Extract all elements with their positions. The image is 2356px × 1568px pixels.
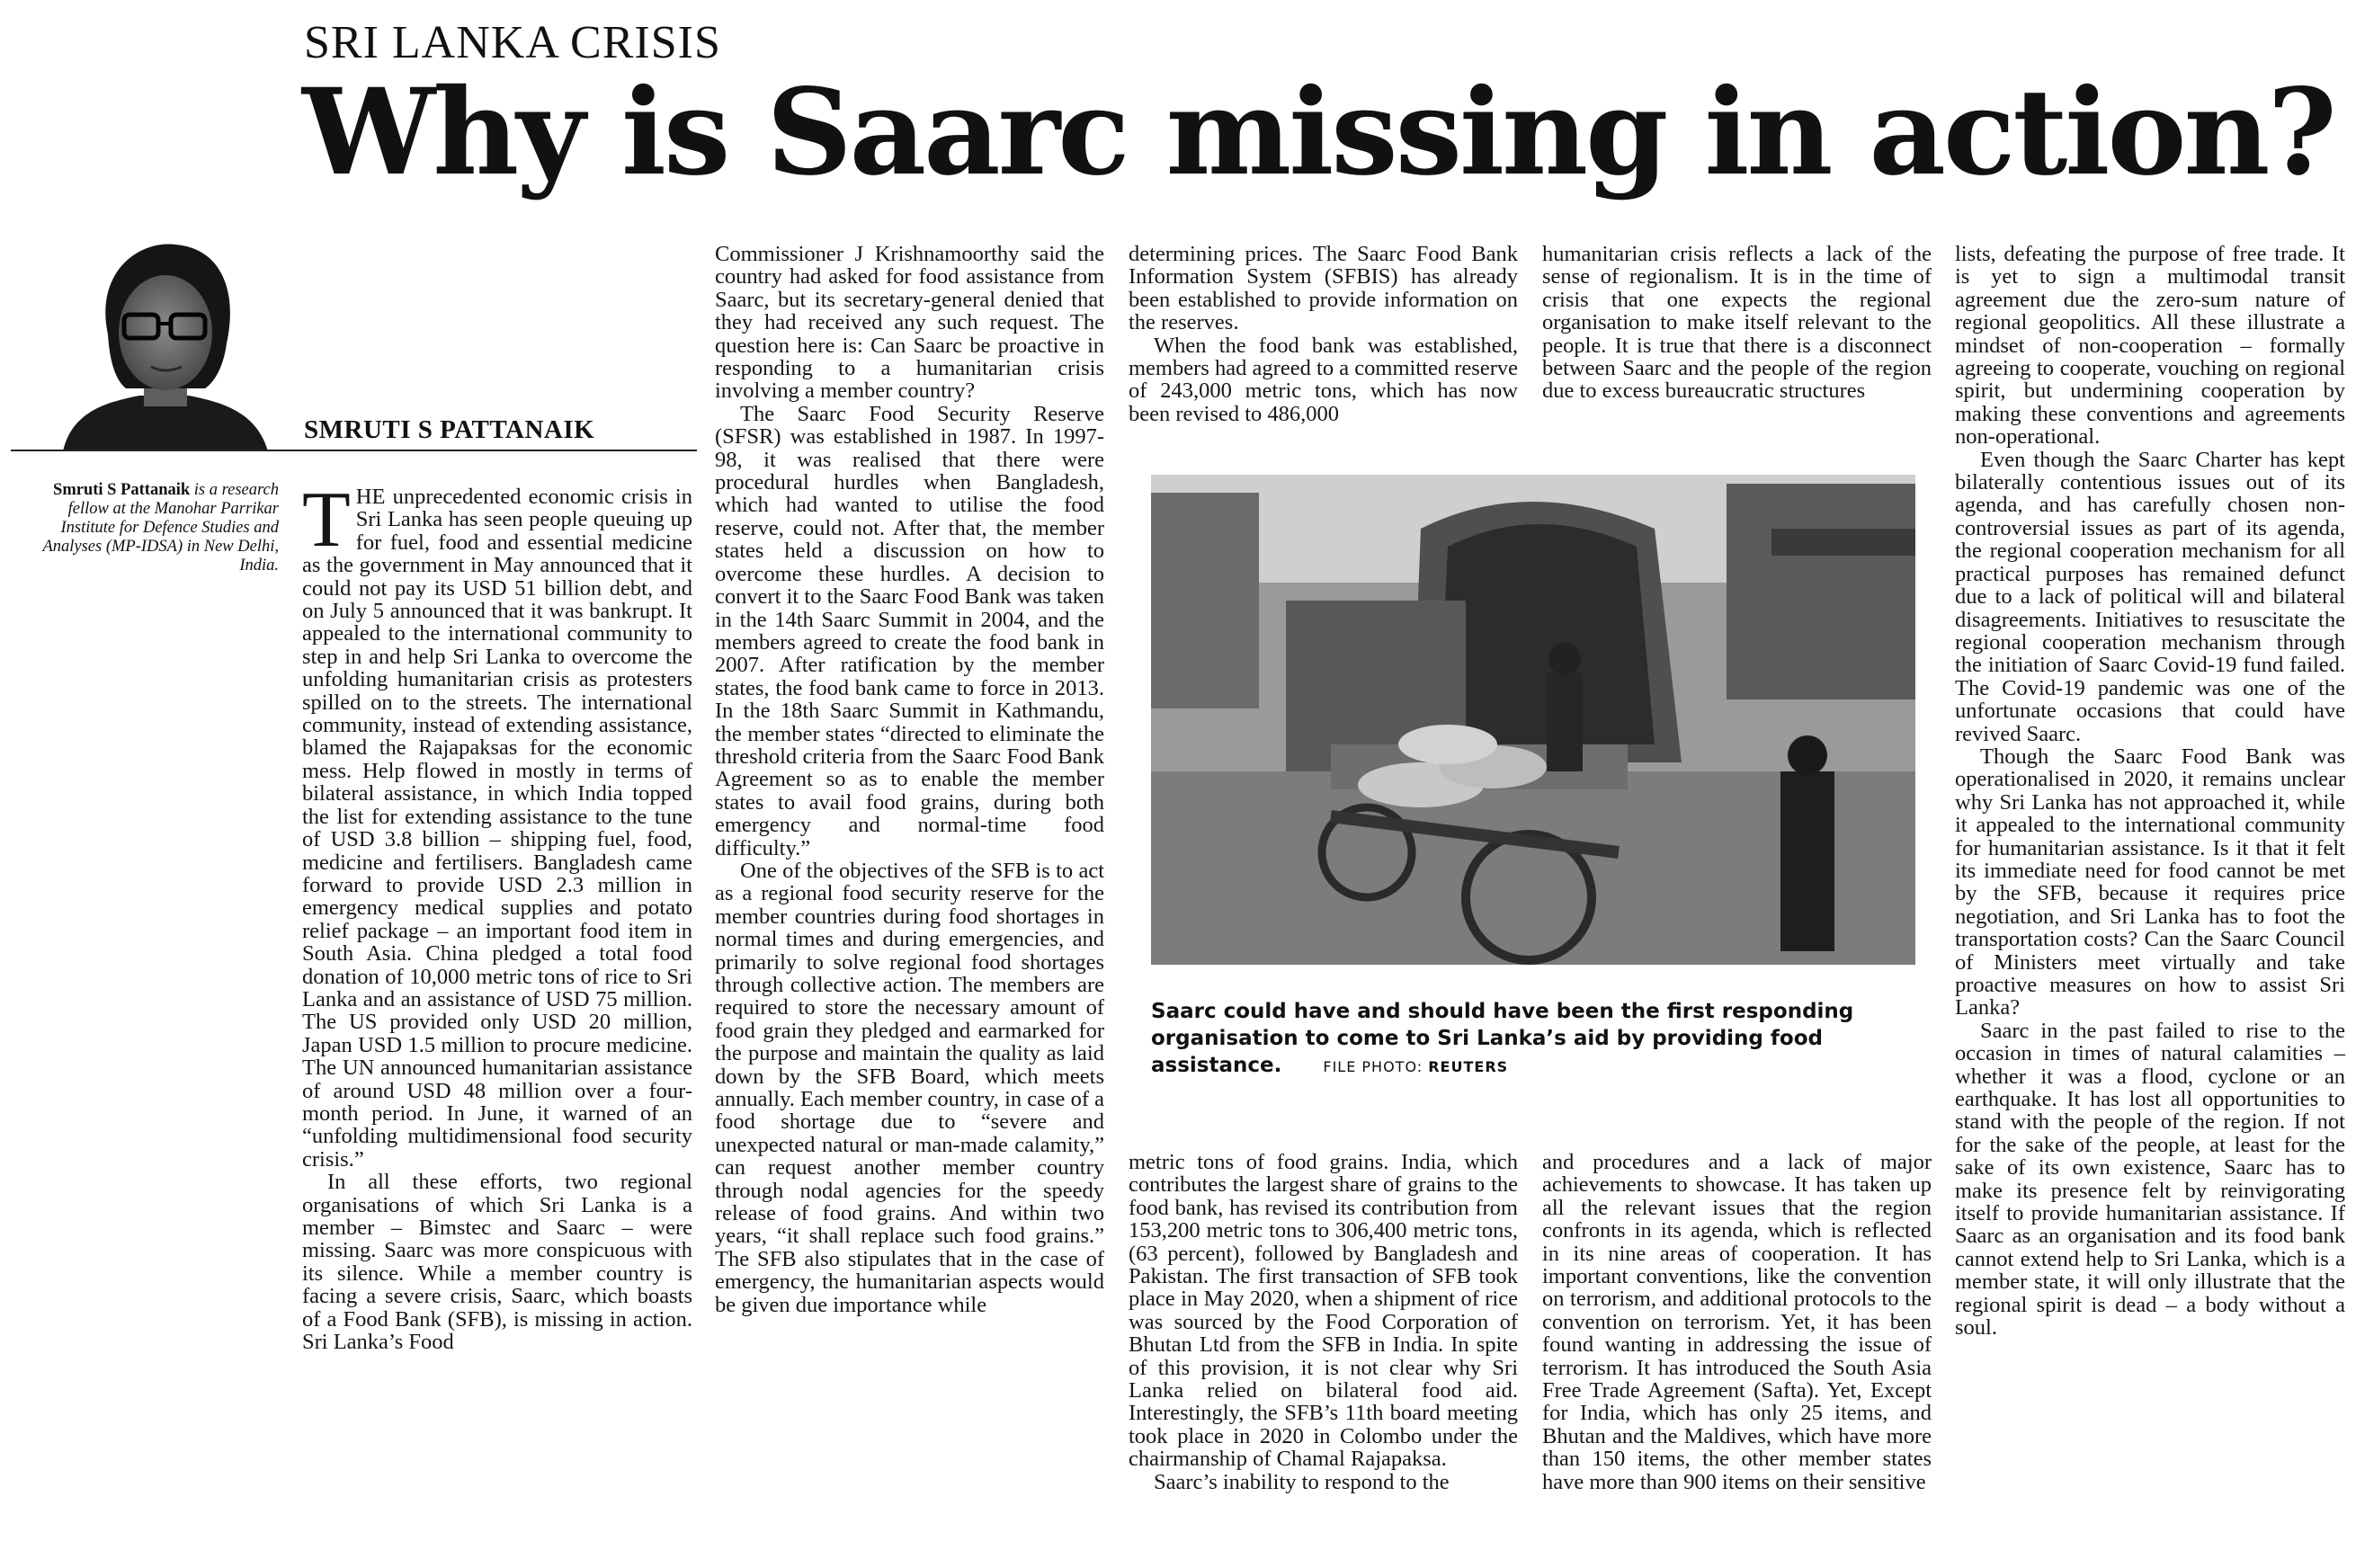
bio-name: Smruti S Pattanaik — [53, 481, 191, 499]
article-column-4-bottom — [1542, 1151, 1932, 1560]
article-column-2 — [715, 242, 1104, 1317]
article-column-3-top — [1129, 243, 1518, 450]
credit-source: REUTERS — [1428, 1058, 1509, 1075]
credit-label: FILE PHOTO: — [1323, 1058, 1423, 1075]
paragraph: Even though the Saarc Charter has kept bilaterally contentious issues out of its agenda, and has carefully chosen non-controversial issues as part of its agenda, the regional cooperation mechanism for all practical purposes has remained defunct due to a lack of political will and bilateral disagreements. Initiatives to resuscitate the regional cooperation mechanism through the initiation of Saarc Covid-19 fund failed. The Covid-19 pandemic was one of the unfortunate occasions that could have revived Saarc. — [1955, 447, 2345, 746]
bio-text: is a research fellow at the Manohar Parrikar Institute for Defence Studies and Analyses (MP-IDSA) in New Delhi, India. — [42, 481, 279, 575]
paragraph: lists, defeating the purpose of free trade. It is yet to sign a multimodal transit agreement due the zero-sum nature of regional geopolitics. All these illustrate a mindset of non-cooperation – formally agreeing to cooperate, vouching on regional spirit, but undermining cooperation by making these conventions and agreements non-operational. — [1955, 242, 2345, 450]
article-column-1 — [302, 477, 692, 1560]
paragraph: When the food bank was established, members had agreed to a committed reserve of 243,000 metric tons, which has now been revised to 486,000 — [1129, 333, 1518, 426]
paragraph: metric tons of food grains. India, which contributes the largest share of grains to the food bank, has revised its contribution from 153,200 metric tons to 306,400 metric tons, (63 percent), followed by Bangladesh and Pakistan. The first transaction of SFB took place in May 2020, when a shipment of rice was sourced by the Food Corporation of Bhutan Ltd from the SFB in India. In spite of this provision, it is not clear why Sri Lanka relied on bilateral food aid. Interestingly, the SFB’s 11th board meeting took place in 2020 in Colombo under the chairmanship of Chamal Rajapaksa. — [1129, 1150, 1518, 1472]
caption-text: Saarc could have and should have been the first responding organisation to come to Sri Lanka’s aid by providing food assistance. — [1151, 1000, 1854, 1077]
paragraph: The Saarc Food Security Reserve (SFSR) was established in 1987. In 1997-98, it was realised that there were procedural hurdles when Bangladesh, which had wanted to utilise the food reserve, could not. After that, the member states held a discussion on how to overcome these hurdles. A decision to convert it to the Saarc Food Bank was taken in the 14th Saarc Summit in 2004, and the members agreed to create the food bank in 2007. After ratification by the member states, the food bank came to force in 2013. In the 18th Saarc Summit in Kathmandu, the member states “directed to eliminate the threshold criteria from the Saarc Food Bank Agreement so as to enable the member states to avail food grains, during both emergency and normal-time food difficulty.” — [715, 401, 1104, 860]
drop-cap: T — [302, 477, 351, 564]
paragraph-text: HE unprecedented economic crisis in Sri Lanka has seen people queuing up for fuel, food and essential medicine as the government in May announced that it could not pay its USD 51 billion debt, and on July 5 announced that it was bankrupt. It appealed to the international community to step in and help Sri Lanka to overcome the unfolding humanitarian crisis as protesters spilled on to the streets. The international community, instead of extending assistance, blamed the Rajapaksas for the economic mess. Help flowed in mostly in terms of bilateral assistance, in which India topped the list for extending assistance to the tune of USD 3.8 billion – shipping fuel, food, medicine and fertilisers. Bangladesh came forward to provide USD 2.3 million in emergency medical supplies and potato relief package – an important food item in South Asia. China pledged a total food donation of 10,000 metric tons of rice to Sri Lanka and an assistance of USD 75 million. The US provided only USD 20 million, Japan USD 1.5 million to procure medicine. The UN announced humanitarian assistance of around USD 48 million over a four-month period. In June, it warned of an “unfolding multidimensional food security crisis.” — [302, 485, 692, 1172]
article-column-4-top — [1542, 243, 1932, 450]
paragraph: Though the Saarc Food Bank was operationalised in 2020, it remains unclear why Sri Lanka has not approached it, while it appealed to the international community for humanitarian assistance. Is it that it felt its immediate need for food cannot be met by the SFB, because it requires price negotiation, and Sri Lanka has to foot the transportation costs? Can the Saarc Council of Ministers meet virtually and take proactive measures on how to assist Sri Lanka? — [1955, 744, 2345, 1020]
paragraph: and procedures and a lack of major achievements to showcase. It has taken up all the relevant issues that the region confronts in its agenda, which is reflected in its nine areas of cooperation. It has important conventions, like the convention on terrorism, and additional protocols to the convention on terrorism. Yet, it has been found wanting in addressing the issue of terrorism. It has introduced the South Asia Free Trade Agreement (Safta). Yet, Except for India, which has only 25 items, and Bhutan and the Maldives, which have more than 150 items, the other member states have more than 900 items on their sensitive — [1542, 1150, 1932, 1494]
photo-caption — [1151, 998, 1924, 1081]
headline: Why is Saarc missing in action? — [302, 63, 2334, 202]
article-column-5 — [1955, 243, 2345, 1560]
paragraph: determining prices. The Saarc Food Bank Information System (SFBIS) has already been established to provide information on the reserves. — [1129, 242, 1518, 335]
paragraph: One of the objectives of the SFB is to act as a regional food security reserve for the member countries during food shortages in normal times and during emergencies, and primarily to solve regional food shortages through collective action. The members are required to store the necessary amount of food grain they pledged and earmarked for the purpose and maintain the quality as laid down by the SFB Board, which meets annually. Each member country, in case of a food shortage due to “severe and unexpected natural or man-made calamity,” can request another member country through nodal agencies for the speedy release of food grains. And within two years, “it shall replace such food grains.” The SFB also stipulates that in the case of emergency, the humanitarian aspects would be given due importance while — [715, 858, 1104, 1317]
byline-rule — [11, 450, 697, 451]
author-bio — [18, 481, 279, 575]
article-column-2-continued — [715, 1151, 1104, 1560]
author-portrait — [54, 236, 274, 451]
paragraph: In all these efforts, two regional organisations of which Sri Lanka is a member – Bimstec and Saarc – were missing. Saarc was more conspicuous with its silence. While a member country is facing a severe crisis, Saarc, which boasts of a Food Bank (SFB), is missing in action. Sri Lanka’s Food — [302, 1170, 692, 1355]
paragraph: Saarc in the past failed to rise to the occasion in times of natural calamities – whether it was a flood, cyclone or an earthquake. It has lost all opportunities to stand with the people of the region. If not for the sake of the people, at least for the sake of its own existence, Saarc has to make its presence felt by reinvigorating itself to provide humanitarian assistance. If Saarc as an organisation and its food bank cannot extend help to Sri Lanka, which is a member state, it will only illustrate that the regional spirit is dead – a body without a soul. — [1955, 1018, 2345, 1341]
photo-credit — [1323, 1058, 1508, 1075]
paragraph: Saarc’s inability to respond to the — [1154, 1469, 1450, 1494]
news-photo — [1151, 475, 1915, 965]
paragraph — [302, 477, 692, 1172]
byline: SMRUTI S PATTANAIK — [304, 415, 595, 444]
article-column-3-bottom — [1129, 1151, 1518, 1560]
section-kicker: SRI LANKA CRISIS — [304, 17, 721, 68]
paragraph: Commissioner J Krishnamoorthy said the country had asked for food assistance from Saarc, but its secretary-general denied that they had received any such request. The question here is: Can Saarc be proactive in responding to a humanitarian crisis involving a member country? — [715, 242, 1104, 404]
paragraph: humanitarian crisis reflects a lack of the sense of regionalism. It is in the time of crisis that one expects the regional organisation to make itself relevant to the people. It is true that there is a disconnect between Saarc and the people of the region due to excess bureaucratic structures — [1542, 242, 1932, 404]
